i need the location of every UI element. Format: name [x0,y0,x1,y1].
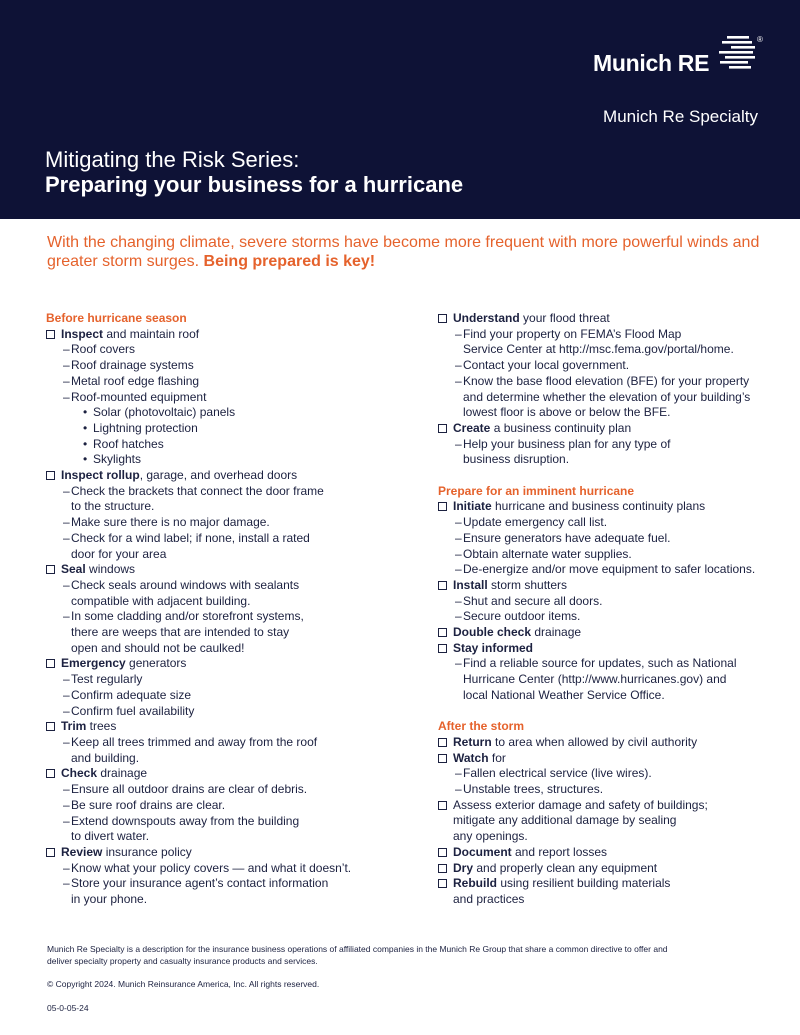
sub-item [46,798,416,814]
dash-marker: – [63,530,70,545]
sub-item-text: lowest floor is above or below the BFE. [463,405,671,420]
sub-item-continued [438,688,778,704]
sub-item [438,327,778,343]
checklist-item [438,798,778,814]
checklist-item [438,311,778,327]
dash-marker: – [455,593,462,608]
item-text: hurricane and business continuity plans [491,499,706,514]
sub-item-text: to divert water. [71,829,150,844]
item-text: drainage [531,625,582,640]
bullet-text: Roof hatches [93,436,164,451]
sub-item [46,876,416,892]
checkbox-icon[interactable] [438,628,447,637]
intro-emphasis: Being prepared is key! [203,253,376,270]
sub-item [46,672,416,688]
item-keyword: Watch [453,750,489,765]
item-keyword: Initiate [453,499,492,514]
dash-marker: – [63,609,70,624]
sub-item-text: Metal roof edge flashing [71,373,200,388]
item-keyword: Return [453,734,492,749]
dash-marker: – [455,436,462,451]
bullet-item [46,421,416,437]
bullet-icon: • [83,420,88,435]
checklist-imminent [438,499,778,703]
sub-item-text: Find your property on FEMA’s Flood Map [463,326,682,341]
dash-marker: – [455,562,462,577]
dash-marker: – [63,876,70,891]
footer-code: 05-0-05-24 [47,1003,89,1013]
dash-marker: – [63,483,70,498]
bullet-item [46,452,416,468]
sub-item [46,861,416,877]
sub-item-continued [438,405,778,421]
sub-item [438,766,778,782]
sub-item-text: Confirm adequate size [71,687,192,702]
sub-item-text: door for your area [71,546,167,561]
checkbox-icon[interactable] [438,314,447,323]
checklist-item [46,719,416,735]
subbrand-label: Munich Re Specialty [603,107,758,126]
bullet-item [46,437,416,453]
sub-item-continued [46,641,416,657]
sub-item-text: Fallen electrical service (live wires). [463,766,652,781]
dash-marker: – [455,373,462,388]
sub-item-text: Extend downspouts away from the building [71,813,300,828]
footer-copyright: © Copyright 2024. Munich Reinsurance America, Inc. All rights reserved. [47,979,320,989]
item-keyword: Inspect rollup [61,468,140,483]
sub-item [438,515,778,531]
sub-item-text: Roof covers [71,342,136,357]
dash-marker: – [455,546,462,561]
bullet-text: Lightning protection [93,420,198,435]
sub-item-continued [46,625,416,641]
checklist-item [438,876,778,892]
item-keyword: Create [453,420,491,435]
item-text: storm shutters [487,577,568,592]
sub-item-text: Find a reliable source for updates, such as National [463,656,737,671]
sub-item-text: Test regularly [71,672,143,687]
checklist-item [438,578,778,594]
item-keyword: Review [61,844,103,859]
checkbox-icon[interactable] [438,879,447,888]
sub-item-text: Roof-mounted equipment [71,389,207,404]
sub-item-text: Secure outdoor items. [463,609,581,624]
sub-item-text: Update emergency call list. [463,515,608,530]
sub-item [46,609,416,625]
sub-item-text: Obtain alternate water supplies. [463,546,632,561]
sub-item [438,374,778,390]
dash-marker: – [63,860,70,875]
item-text: windows [85,562,136,577]
item-keyword: Trim [61,719,87,734]
checkbox-icon[interactable] [46,848,55,857]
checkbox-icon[interactable] [438,581,447,590]
dash-marker: – [63,734,70,749]
dash-marker: – [455,358,462,373]
dash-marker: – [455,609,462,624]
dash-marker: – [455,326,462,341]
item-keyword: Install [453,577,488,592]
sub-item-text: and determine whether the elevation of your building’s [463,389,751,404]
sub-item-continued [438,672,778,688]
item-keyword: Understand [453,311,520,325]
sub-item-text: Shut and secure all doors. [463,593,603,608]
dash-marker: – [63,373,70,388]
sub-item-continued [438,342,778,358]
sub-item-text: Roof drainage systems [71,358,194,373]
sub-item [46,342,416,358]
checkbox-icon[interactable] [438,754,447,763]
checklist-item [438,641,778,657]
sub-item-text: Check for a wind label; if none, install a rated [71,530,310,545]
sub-item-text: Help your business plan for any type of [463,436,671,451]
bullet-text: Skylights [93,452,142,467]
sub-item-text: local National Weather Service Office. [463,687,665,702]
checklist-item [438,625,778,641]
dash-marker: – [63,515,70,530]
item-keyword: Inspect [61,326,104,341]
sub-item [438,531,778,547]
dash-marker: – [63,703,70,718]
sub-item-text: Know what your policy covers — and what it doesn’t. [71,860,352,875]
item-keyword: Seal [61,562,86,577]
right-column [438,311,778,908]
section-title-after: After the storm [438,719,525,734]
sub-item [46,704,416,720]
dash-marker: – [455,656,462,671]
sub-item-text: Store your insurance agent’s contact information [71,876,329,891]
dash-marker: – [63,687,70,702]
dash-marker: – [455,782,462,797]
sub-item-text: Know the base flood elevation (BFE) for your property [463,373,750,388]
item-keyword: Double check [453,625,532,640]
item-text: , garage, and overhead doors [139,468,298,483]
sub-item [438,562,778,578]
sub-item-text: there are weeps that are intended to stay [71,625,290,640]
checklist-item [46,468,416,484]
checklist-item [438,421,778,437]
dash-marker: – [63,358,70,373]
sub-item-text: Ensure all outdoor drains are clear of debris. [71,782,308,797]
item-text: and report losses [511,844,608,859]
munich-re-logo-text: Munich RE [593,50,710,76]
item-text: and maintain roof [103,326,200,341]
sub-item-text: Ensure generators have adequate fuel. [463,530,671,545]
checkbox-icon[interactable] [46,471,55,480]
sub-item-text: and building. [71,750,140,765]
checkbox-icon[interactable] [46,769,55,778]
item-text: and properly clean any equipment [473,860,658,875]
sub-item [438,358,778,374]
checkbox-icon[interactable] [438,424,447,433]
bullet-text: Solar (photovoltaic) panels [93,405,236,420]
dash-marker: – [63,672,70,687]
sub-item [46,390,416,406]
checklist-flood [438,311,778,468]
item-keyword: Check [61,766,98,781]
bullet-icon: • [83,405,88,420]
sub-item-continued [438,452,778,468]
sub-item-continued [46,499,416,515]
item-text: drainage [97,766,148,781]
munich-re-logo-icon [717,35,757,73]
sub-item [438,437,778,453]
dash-marker: – [63,389,70,404]
page-title: Preparing your business for a hurricane [45,172,464,197]
item-text: using resilient building materials [497,876,671,891]
sub-item-text: Confirm fuel availability [71,703,195,718]
checklist-item [438,499,778,515]
sub-item [46,531,416,547]
sub-item-continued [46,594,416,610]
checkbox-icon[interactable] [438,801,447,810]
sub-item-text: Contact your local government. [463,358,630,373]
item-text: your flood threat [519,311,610,325]
sub-item-text: to the structure. [71,499,155,514]
sub-item [46,814,416,830]
sub-item [46,782,416,798]
section-title-before: Before hurricane season [46,311,187,325]
dash-marker: – [63,813,70,828]
sub-item-continued [46,892,416,908]
registered-mark: ® [757,35,763,44]
bullet-icon: • [83,452,88,467]
sub-item-text: De-energize and/or move equipment to safer locations. [463,562,756,577]
item-keyword: Document [453,844,512,859]
sub-item-text: business disruption. [463,452,570,467]
item-text-continued: mitigate any additional damage by sealing [453,813,677,828]
item-text: generators [125,656,187,671]
checklist-item [438,845,778,861]
sub-item [46,578,416,594]
item-text: a business continuity plan [490,420,632,435]
sub-item-text: open and should not be caulked! [71,640,245,655]
checklist-item [46,845,416,861]
checklist-item [438,735,778,751]
sub-item-text: Unstable trees, structures. [463,782,604,797]
checklist-item [46,327,416,343]
sub-item [46,358,416,374]
item-text: trees [86,719,117,734]
sub-item-continued [438,390,778,406]
sub-item-text: compatible with adjacent building. [71,593,251,608]
item-keyword: Stay informed [453,640,534,655]
checkbox-icon[interactable] [438,644,447,653]
item-text: Assess exterior damage and safety of buildings; [453,797,708,812]
sub-item-continued [46,829,416,845]
dash-marker: – [63,782,70,797]
checklist-after [438,735,778,908]
dash-marker: – [63,797,70,812]
item-text-continued: and practices [453,891,525,906]
sub-item [438,656,778,672]
sub-item [438,782,778,798]
sub-item-text: Hurricane Center (http://www.hurricanes.gov) and [463,672,727,687]
item-text: for [488,750,506,765]
checkbox-icon[interactable] [438,738,447,747]
dash-marker: – [63,577,70,592]
checklist-item [438,861,778,877]
sub-item [46,374,416,390]
checkbox-icon[interactable] [46,722,55,731]
header-banner [0,0,800,219]
dash-marker: – [455,766,462,781]
section-title-imminent: Prepare for an imminent hurricane [438,483,635,498]
checkbox-icon[interactable] [438,848,447,857]
sub-item [46,688,416,704]
sub-item [438,609,778,625]
checklist-item [46,656,416,672]
sub-item [46,515,416,531]
sub-item [46,484,416,500]
item-keyword: Emergency [61,656,126,671]
item-keyword: Dry [453,860,474,875]
sub-item-continued [46,547,416,563]
bullet-icon: • [83,436,88,451]
sub-item-text: In some cladding and/or storefront systems, [71,609,304,624]
sub-item-text: Service Center at http://msc.fema.gov/portal/home. [463,342,734,357]
sub-item-text: Be sure roof drains are clear. [71,797,226,812]
dash-marker: – [455,515,462,530]
sub-item [438,547,778,563]
left-column [46,311,416,908]
checkbox-icon[interactable] [46,659,55,668]
checklist-item [438,751,778,767]
sub-item-text: Check the brackets that connect the door frame [71,483,324,498]
checkbox-icon[interactable] [46,565,55,574]
checkbox-icon[interactable] [438,864,447,873]
footer-description: Munich Re Specialty is a description for the insurance business operations of affiliated companies in the Munich Re Group that share a common directive to offer and deliver specialty property and casualty insurance products and services. [47,944,668,966]
sub-item-continued [46,751,416,767]
checkbox-icon[interactable] [438,502,447,511]
bullet-item [46,405,416,421]
checkbox-icon[interactable] [46,330,55,339]
checklist-before [46,327,416,908]
intro-paragraph [47,233,767,271]
sub-item-text: Check seals around windows with sealants [71,577,300,592]
item-text-continued: any openings. [453,829,528,844]
sub-item [46,735,416,751]
intro-text: With the changing climate, severe storms have become more frequent with more powerful winds and greater storm surges. [47,234,760,270]
checklist-item [46,766,416,782]
sub-item-text: Keep all trees trimmed and away from the roof [71,734,318,749]
sub-item-text: in your phone. [71,892,148,907]
sub-item-text: Make sure there is no major damage. [71,515,270,530]
sub-item [438,594,778,610]
item-text: to area when allowed by civil authority [491,734,698,749]
dash-marker: – [63,342,70,357]
series-title: Mitigating the Risk Series: [45,147,300,172]
checklist-item [46,562,416,578]
dash-marker: – [455,530,462,545]
item-keyword: Rebuild [453,876,497,891]
item-text: insurance policy [102,844,192,859]
